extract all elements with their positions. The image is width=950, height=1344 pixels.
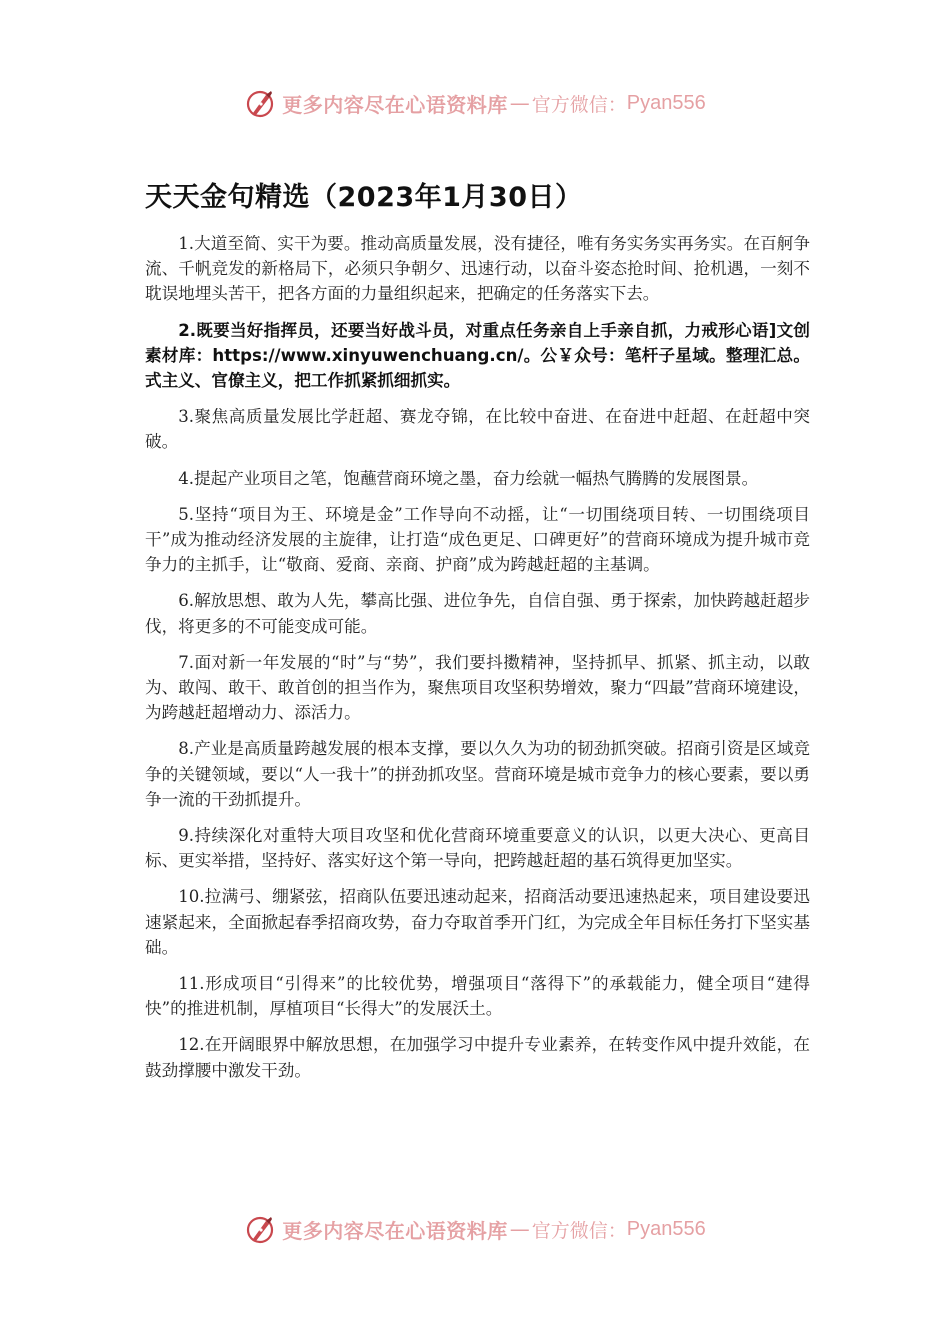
banner-dash: — bbox=[509, 91, 530, 115]
banner-wechat-id: Pyan556 bbox=[626, 1217, 706, 1240]
header-watermark-banner bbox=[0, 83, 950, 123]
paragraph-7: 7.面对新一年发展的“时”与“势”，我们要抖擞精神，坚持抓早、抓紧、抓主动，以敢为、敢闯、敢干、敢首创的担当作为，聚焦项目攻坚积势增效，聚力“四最”营商环境建设，为跨越赶超增动力、添活力。 bbox=[145, 652, 810, 723]
document-title: 天天金句精选（2023年1月30日） bbox=[145, 182, 583, 213]
paragraph-12: 12.在开阔眼界中解放思想，在加强学习中提升专业素养，在转变作风中提升效能，在鼓劲撑腰中激发干劲。 bbox=[145, 1035, 810, 1080]
paragraph-8: 8.产业是高质量跨越发展的根本支撑，要以久久为功的韧劲抓突破。招商引资是区域竞争的关键领域，要以“人一我十”的拼劲抓攻坚。营商环境是城市竞争力的核心要素，要以勇争一流的干劲抓提升。 bbox=[145, 739, 810, 809]
paragraph-3: 3.聚焦高质量发展比学赶超、赛龙夺锦，在比较中奋进、在奋进中赶超、在赶超中突破。 bbox=[145, 407, 810, 452]
paragraph-1: 1.大道至简、实干为要。推动高质量发展，没有捷径，唯有务实务实再务实。在百舸争流、千帆竞发的新格局下，必须只争朝夕、迅速行动，以奋斗姿态抢时间、抢机遇，一刻不耽误地埋头苦干，把各方面的力量组织起来，把确定的任务落实下去。 bbox=[145, 234, 810, 304]
banner-wechat-id: Pyan556 bbox=[626, 91, 706, 114]
footer-watermark-banner bbox=[0, 1209, 950, 1249]
banner-wechat-label: 官方微信： bbox=[531, 93, 627, 116]
banner-wechat-label: 官方微信： bbox=[531, 1219, 627, 1242]
banner-dash: — bbox=[509, 1217, 530, 1241]
pen-nib-logo-icon bbox=[244, 1213, 276, 1245]
paragraph-11: 11.形成项目“引得来”的比较优势，增强项目“落得下”的承载能力，健全项目“建得快”的推进机制，厚植项目“长得大”的发展沃土。 bbox=[145, 974, 810, 1019]
paragraph-5: 5.坚持“项目为王、环境是金”工作导向不动摇，让“一切围绕项目转、一切围绕项目干”成为推动经济发展的主旋律，让打造“成色更足、口碑更好”的营商环境成为提升城市竞争力的主抓手，让“敬商、爱商、亲商、护商”成为跨越赶超的主基调。 bbox=[145, 504, 810, 575]
paragraph-2: 2.既要当好指挥员，还要当好战斗员，对重点任务亲自上手亲自抓，力戒形心语]文创素材库：https://www.xinyuwenchuang.cn/。公￥众号：笔杆子星域。整理汇总。式主义、官僚主义，把工作抓紧抓细抓实。 bbox=[145, 320, 810, 391]
banner-main-text: 更多内容尽在心语资料库 bbox=[282, 92, 508, 117]
paragraph-4: 4.提起产业项目之笔，饱蘸营商环境之墨，奋力绘就一幅热气腾腾的发展图景。 bbox=[178, 468, 759, 488]
paragraph-6: 6.解放思想、敢为人先，攀高比强、进位争先，自信自强、勇于探索，加快跨越赶超步伐，将更多的不可能变成可能。 bbox=[145, 591, 810, 636]
paragraph-9: 9.持续深化对重特大项目攻坚和优化营商环境重要意义的认识，以更大决心、更高目标、更实举措，坚持好、落实好这个第一导向，把跨越赶超的基石筑得更加坚实。 bbox=[145, 826, 810, 871]
paragraph-10: 10.拉满弓、绷紧弦，招商队伍要迅速动起来，招商活动要迅速热起来，项目建设要迅速紧起来，全面掀起春季招商攻势，奋力夺取首季开门红，为完成全年目标任务打下坚实基础。 bbox=[145, 887, 810, 957]
pen-nib-logo-icon bbox=[244, 87, 276, 119]
banner-main-text: 更多内容尽在心语资料库 bbox=[282, 1218, 508, 1243]
document-body bbox=[145, 231, 810, 1094]
